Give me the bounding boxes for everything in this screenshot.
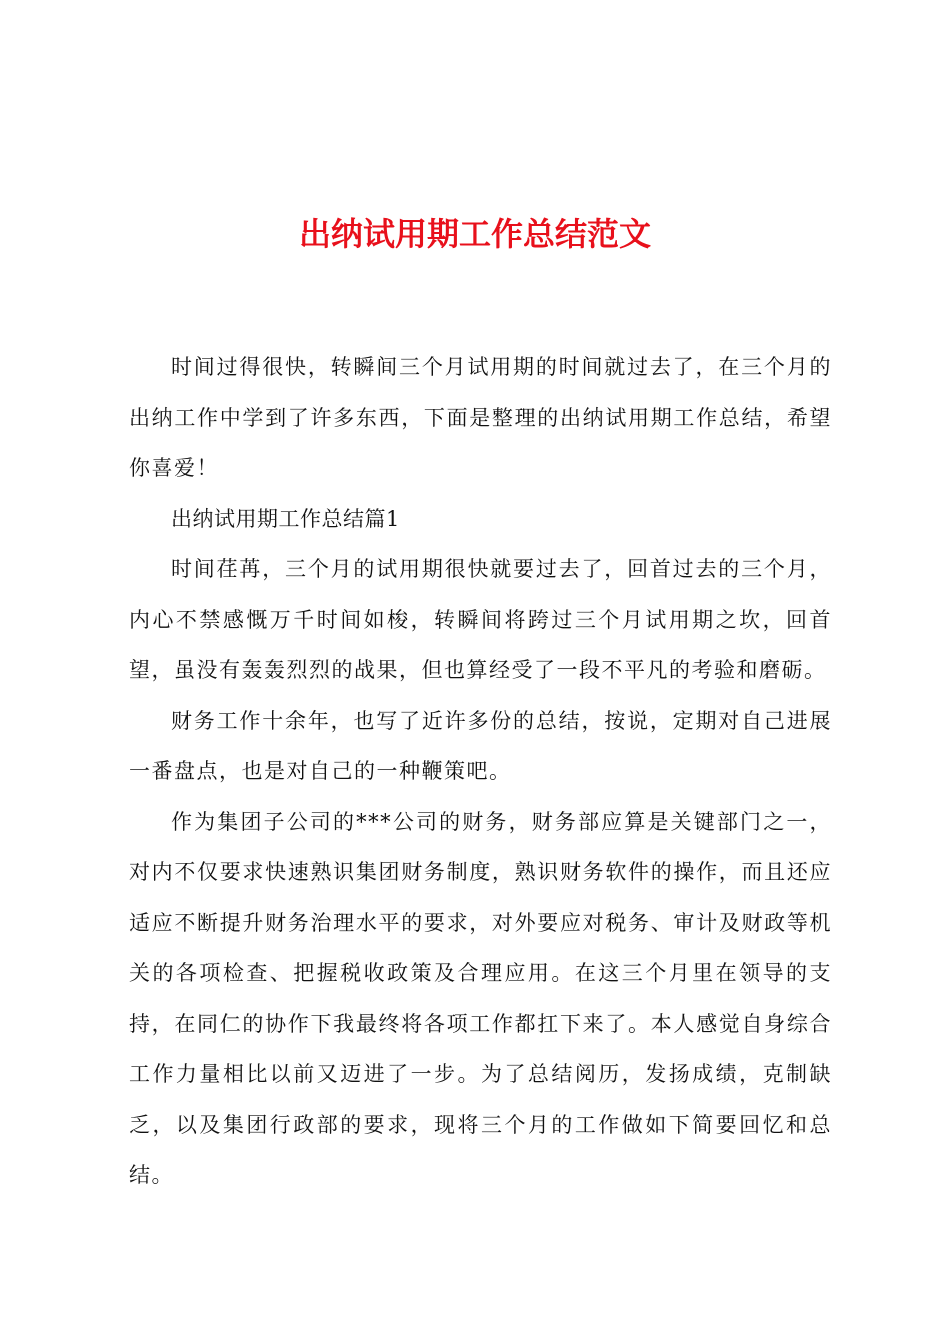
document-title: 出纳试用期工作总结范文: [298, 215, 651, 253]
document-body: [129, 342, 832, 1201]
body-paragraph: 财务工作十余年，也写了近许多份的总结，按说，定期对自己进展一番盘点，也是对自己的一种鞭策吧。: [129, 708, 832, 783]
body-paragraph: 作为集团子公司的***公司的财务，财务部应算是关键部门之一，对内不仅要求快速熟识集团财务制度，熟识财务软件的操作，而且还应适应不断提升财务治理水平的要求，对外要应对税务、审计及财政等机关的各项检查、把握税收政策及合理应用。在这三个月里在领导的支持，在同仁的协作下我最终将各项工作都扛下来了。本人感觉自身综合工作力量相比以前又迈进了一步。为了总结阅历，发扬成绩，克制缺乏，以及集团行政部的要求，现将三个月的工作做如下简要回忆和总结。: [129, 809, 832, 1187]
section-heading: 出纳试用期工作总结篇1: [171, 506, 400, 531]
body-paragraph: 时间荏苒，三个月的试用期很快就要过去了，回首过去的三个月，内心不禁感慨万千时间如梭，转瞬间将跨过三个月试用期之坎，回首望，虽没有轰轰烈烈的战果，但也算经受了一段不平凡的考验和磨砺。: [129, 557, 832, 682]
intro-paragraph: 时间过得很快，转瞬间三个月试用期的时间就过去了，在三个月的出纳工作中学到了许多东西，下面是整理的出纳试用期工作总结，希望你喜爱！: [129, 355, 832, 480]
